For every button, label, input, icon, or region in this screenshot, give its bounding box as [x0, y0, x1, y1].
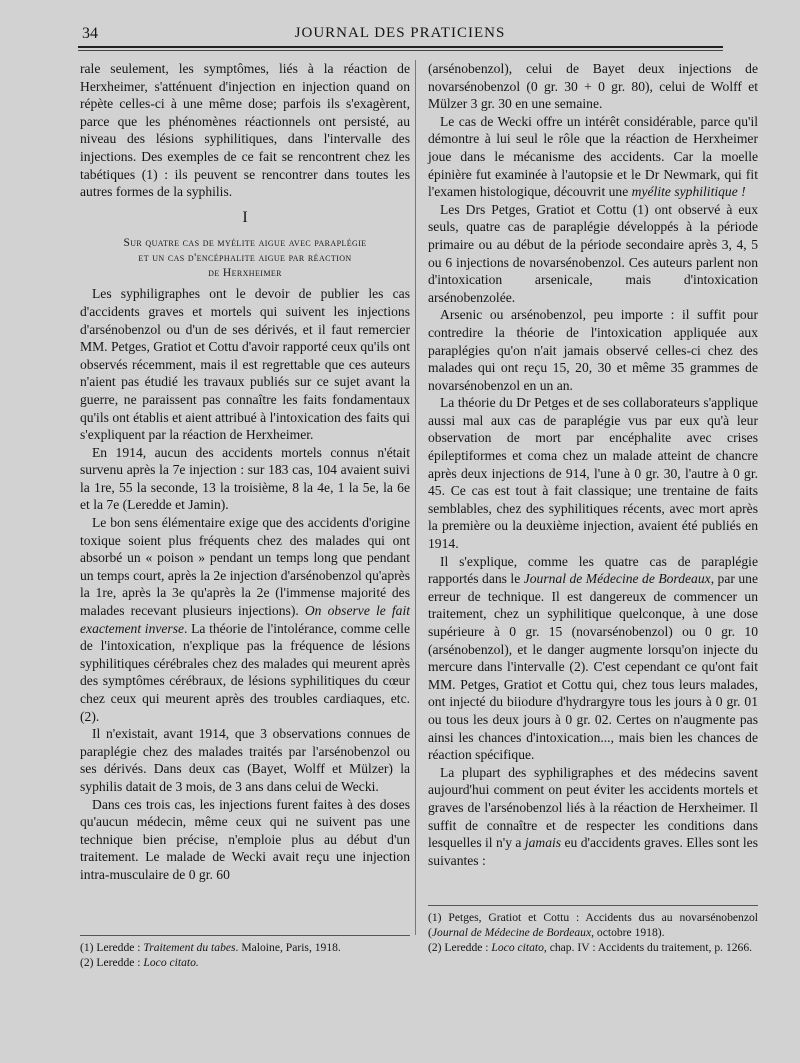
italic-text: Journal de Médecine de Bordeaux — [431, 926, 592, 939]
footnote — [80, 955, 410, 970]
text-run: (2) Leredde : — [428, 941, 492, 954]
text-run: Le bon sens élémentaire exige que des accidents d'origine toxique soient plus fréquents chez des malades qui ont absorbé un « poison » pendant un temps long que pendant un temps court, après la 2e injection d'arsénobenzol qu'après la 1re, après la 3e qu'après la 2e (l'immense majorité des malades recevant plusieurs injections). — [80, 515, 410, 619]
text-run: La plupart des syphiligraphes et des médecins savent aujourd'hui comment on peut éviter les accidents mortels et graves de l'arsénobenzol liés à la réaction de Herxheimer. Il suffit de connaître et de respecter les conditions dans lesquelles il n'y a — [428, 764, 758, 851]
running-header — [0, 22, 800, 46]
paragraph: Arsenic ou arsénobenzol, peu importe : il suffit pour contredire la théorie de l'intoxication appliquée aux paraplégies qu'on n'ait jamais observé celles-ci chez des malades qui ont reçu 15, 20, 30 et même 35 grammes de novarsénobenzol en un an. — [428, 307, 758, 393]
paragraph — [428, 553, 758, 764]
footnote — [428, 910, 758, 940]
text-run: Le cas de Wecki offre un intérêt considérable, parce qu'il démontre à lui seul le rôle que la réaction de Herxheimer joue dans le mécanisme des accidents. Car la moelle épinière fut examinée à l'autopsie et le Dr Newmark, qui fit l'examen histologique, découvrit une — [428, 113, 758, 200]
footnotes-left — [80, 935, 410, 970]
footnote-rule — [428, 905, 758, 906]
text-run: . La théorie de l'intolérance, comme celle de l'intoxication, n'explique pas la fréquence de lésions syphilitiques cérébrales chez des malades qui meurent après des symptômes cérébraux, de lésions syphilitiques du cœur chez ceux qui meurent après des troubles cardiaques, etc. (2). — [80, 620, 410, 724]
paragraph: rale seulement, les symptômes, liés à la réaction de Herxheimer, s'atténuent d'injection en injection quand on répète celles-ci à une même dose; parfois ils s'exagèrent, parce que les phénomènes réactionnels ont persisté, au niveau des lésions syphilitiques, dans l'intervalle des injections. Des exemples de ce fait se rencontrent chez les tabétiques (1) : ils peuvent se rencontrer dans toutes les autres formes de la syphilis. — [80, 61, 410, 200]
section-title-line: de Herxheimer — [208, 267, 282, 280]
section-number: I — [242, 208, 248, 226]
right-column — [428, 60, 758, 869]
paragraph: La théorie du Dr Petges et de ses collaborateurs s'applique aussi mal aux cas de paraplégie vus par eux qu'à leur observation de mort par encéphalite avec crises épileptiformes et coma chez un malade atteint de chancre après deux injections de 914, l'une à 0 gr. 30, l'autre à 0 gr. 45. Ce cas est tout à fait classique; une trentaine de faits semblables, chez des syphilitiques récents, avec mort après la première ou la deuxième injection, avaient été publiés en 1914. — [428, 395, 758, 552]
footnote-rule — [80, 935, 410, 936]
paragraph: (arsénobenzol), celui de Bayet deux injections de novarsénobenzol (0 gr. 30 + 0 gr. 80), celui de Wolff et Mülzer 3 gr. 30 en une semaine. — [428, 61, 758, 112]
section-title-line: Sur quatre cas de myélite aigue avec paraplégie — [123, 237, 367, 250]
paragraph — [80, 514, 410, 725]
left-column — [80, 60, 410, 884]
footnote — [80, 940, 410, 955]
text-run: Il s'explique, comme les quatre cas de paraplégie rapportés dans le — [428, 553, 758, 587]
paragraph: En 1914, aucun des accidents mortels connus n'était survenu après la 7e injection : sur 183 cas, 104 avaient suivi la 1re, 55 la seconde, 13 la troisième, 8 la 4e, 1 la 5e, la 6e et la 7e (Leredde et Jamin). — [80, 444, 410, 513]
paragraph — [428, 764, 758, 870]
italic-text: Loco citato. — [143, 956, 199, 969]
section-title — [80, 236, 410, 281]
text-run: , par une erreur de technique. Il est dangereux de commencer un traitement, chez un syphilitique quelconque, à une dose supérieure à 0 gr. 15 (novarsénobenzol) ou 0 gr. 10 (arsénobenzol), et le danger augmente lorsqu'on injecte du mercure dans l'intervalle (2). C'est cependant ce qu'ont fait MM. Petges, Gratiot et Cottu qui, chez tous leurs malades, ont injecté du biiodure d'hydrargyre tous les jours à 0 gr. 01 ou tous les deux jours à 0 gr. 02. Certes on n'augmente pas ainsi les chances d'intoxication..., mais bien les chances de réaction spécifique. — [428, 571, 758, 763]
paragraph — [428, 113, 758, 201]
paragraph: Les syphiligraphes ont le devoir de publier les cas d'accidents graves et mortels qui suivent les injections d'arsénobenzol ou d'un de ses dérivés, et il faut remercier MM. Petges, Gratiot et Cottu d'avoir rapporté ceux qu'ils ont observés récemment, mais il est regrettable que ces auteurs n'aient pas étudié les travaux publiés sur ce sujet avant la guerre, ne paraissent pas connaître les faits fondamentaux qu'ils ont établis et aient attribué à l'intoxication des faits qui s'expliquent par la réaction de Herxheimer. — [80, 286, 410, 443]
text-run: (2) Leredde : — [80, 956, 144, 969]
italic-text: myélite syphilitique ! — [631, 184, 746, 200]
text-run: , octobre 1918). — [591, 926, 665, 939]
page-number: 34 — [82, 25, 98, 42]
section-title-line: et un cas d'encéphalite aigue par réaction — [138, 252, 352, 265]
paragraph: Dans ces trois cas, les injections furent faites à des doses qu'aucun médecin, même ceux qui ne suivent pas une technique bien précise, n'emploie plus au début d'un traitement. Le malade de Wecki avait reçu une injection intra-musculaire de 0 gr. 60 — [80, 796, 410, 882]
text-run: (1) Petges, Gratiot et Cottu : Accidents dus au novarsénobenzol ( — [428, 911, 758, 939]
italic-text: Traitement du tabes — [143, 941, 236, 954]
italic-text: jamais — [524, 835, 562, 851]
paragraph: Il n'existait, avant 1914, que 3 observations connues de paraplégie chez des malades traités par l'arsénobenzol ou ses dérivés. Dans deux cas (Bayet, Wolff et Mülzer) la syphilis datait de 3 mois, de 3 ans dans celui de Wecki. — [80, 726, 410, 794]
footnotes-right — [428, 905, 758, 955]
footnote — [428, 940, 758, 955]
header-rule-thin — [78, 50, 723, 51]
italic-text: Journal de Médecine de Bordeaux — [523, 571, 711, 587]
text-run: eu d'accidents graves. Elles sont les suivantes : — [428, 835, 758, 868]
text-run: . Maloine, Paris, 1918. — [235, 941, 341, 954]
column-separator — [415, 60, 416, 935]
paragraph: Les Drs Petges, Gratiot et Cottu (1) ont observé à eux seuls, quatre cas de paraplégie développés à la période primaire ou au début de la période secondaire après 3, 4, 5 ou 6 injections de novarsénobenzol. Ces auteurs parlent non d'intoxication arsenicale, mais d'intoxication arsénobenzolée. — [428, 201, 758, 305]
italic-text: Loco citato — [491, 941, 544, 954]
journal-title: JOURNAL DES PRATICIENS — [294, 25, 506, 41]
header-rule — [78, 46, 723, 48]
text-run: (1) Leredde : — [80, 941, 144, 954]
italic-text: On observe le fait exactement inverse — [80, 603, 410, 636]
text-run: , chap. IV : Accidents du traitement, p. 1266. — [543, 941, 753, 954]
